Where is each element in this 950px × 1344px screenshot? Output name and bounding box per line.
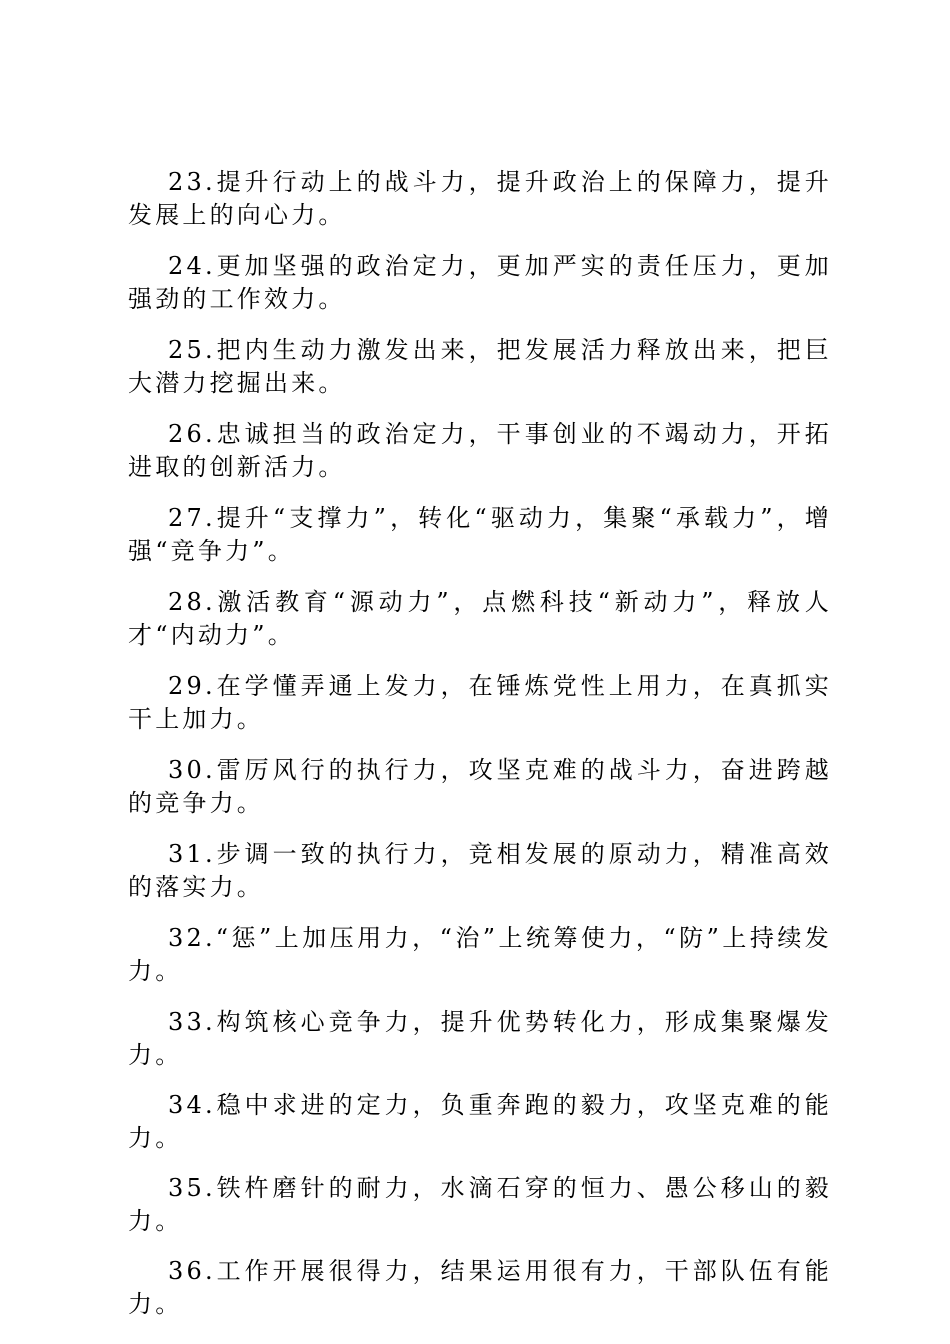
list-item: 34.稳中求进的定力，负重奔跑的毅力，攻坚克难的能力。 [128,1091,832,1152]
list-item: 36.工作开展很得力，结果运用很有力，干部队伍有能力。 [128,1257,832,1318]
list-item: 23.提升行动上的战斗力，提升政治上的保障力，提升发展上的向心力。 [128,168,832,229]
list-item: 24.更加坚强的政治定力，更加严实的责任压力，更加强劲的工作效力。 [128,252,832,313]
list-item: 29.在学懂弄通上发力，在锤炼党性上用力，在真抓实干上加力。 [128,672,832,733]
list-item: 28.激活教育“源动力”，点燃科技“新动力”，释放人才“内动力”。 [128,588,832,649]
list-item: 35.铁杵磨针的耐力，水滴石穿的恒力、愚公移山的毅力。 [128,1174,832,1235]
list-item: 27.提升“支撑力”，转化“驱动力，集聚“承载力”，增强“竞争力”。 [128,504,832,565]
list-item: 30.雷厉风行的执行力，攻坚克难的战斗力，奋进跨越的竞争力。 [128,756,832,817]
list-item: 31.步调一致的执行力，竞相发展的原动力，精准高效的落实力。 [128,840,832,901]
list-item: 26.忠诚担当的政治定力，干事创业的不竭动力，开拓进取的创新活力。 [128,420,832,481]
list-item: 32.“惩”上加压用力，“治”上统筹使力，“防”上持续发力。 [128,924,832,985]
list-item: 33.构筑核心竞争力，提升优势转化力，形成集聚爆发力。 [128,1008,832,1069]
list-item: 25.把内生动力激发出来，把发展活力释放出来，把巨大潜力挖掘出来。 [128,336,832,397]
document-body [128,166,832,1338]
